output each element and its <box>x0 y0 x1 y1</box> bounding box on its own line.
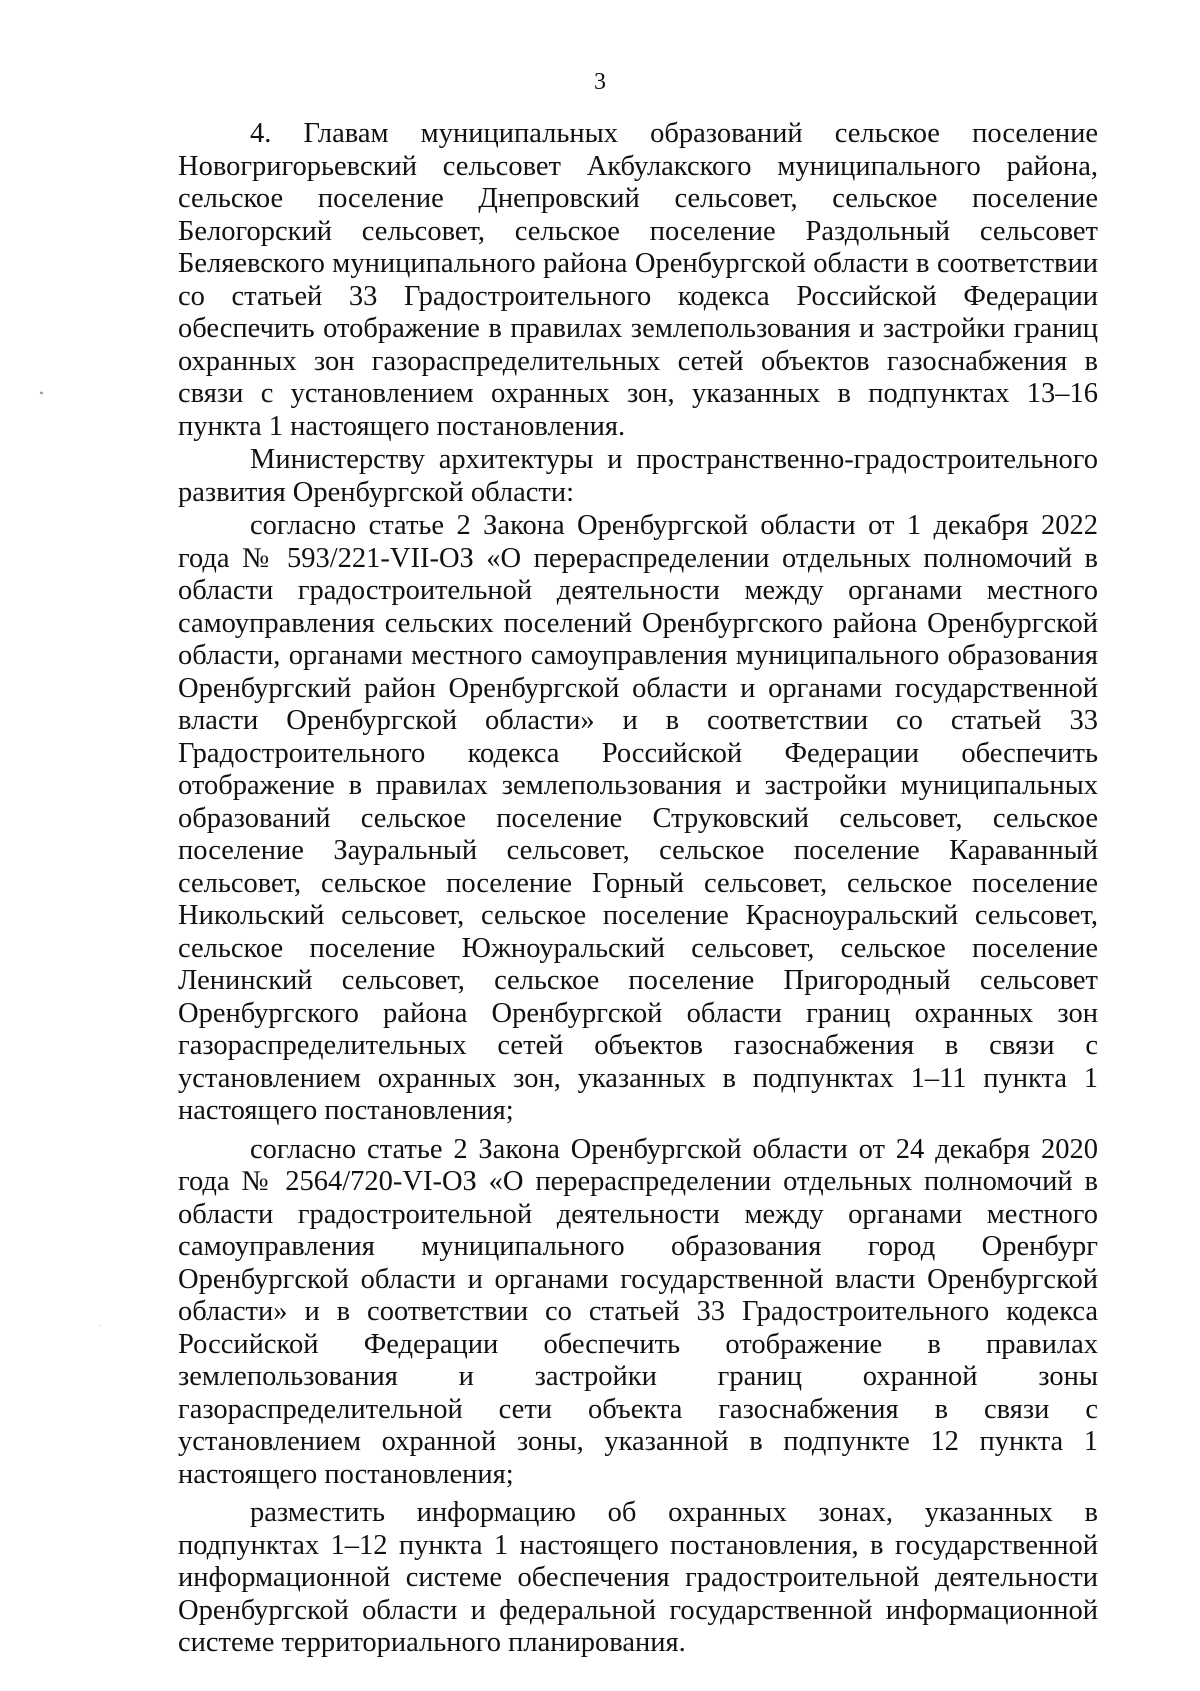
paragraph-information-systems: разместить информацию об охранных зонах, указанных в подпунктах 1–12 пункта 1 настоящего постановления, в государственной информационной системе обеспечения градостроительной деятельности Оренбургской области и федеральной государственной информационной системе территориального планирования. <box>178 1497 1098 1658</box>
scan-artifact <box>40 391 44 394</box>
scan-artifact <box>100 1325 101 1326</box>
paragraph-item-4: 4. Главам муниципальных образований сельское поселение Новогригорьевский сельсовет Акбулакского муниципального района, сельское поселение Днепровский сельсовет, сельское поселение Белогорский сельсовет, сельское поселение Раздольный сельсовет Беляевского муниципального района Оренбургской области в соответствии со статьей 33 Градостроительного кодекса Российской Федерации обеспечить отображение в правилах землепользования и застройки границ охранных зон газораспределительных сетей объектов газоснабжения в связи с установлением охранных зон, указанных в подпунктах 13–16 пункта 1 настоящего постановления. <box>178 118 1098 442</box>
paragraph-ministry-intro: Министерству архитектуры и пространственно-градостроительного развития Оренбургской области: <box>178 444 1098 508</box>
document-body <box>178 118 1098 1661</box>
paragraph-orenburg-city: согласно статье 2 Закона Оренбургской области от 24 декабря 2020 года № 2564/720-VI-ОЗ «О перераспределении отдельных полномочий в области градостроительной деятельности между органами местного самоуправления муниципального образования город Оренбург Оренбургской области и органами государственной власти Оренбургской области» и в соответствии со статьей 33 Градостроительного кодекса Российской Федерации обеспечить отображение в правилах землепользования и застройки границ охранной зоны газораспределительной сети объекта газоснабжения в связи с установлением охранной зоны, указанной в подпункте 12 пункта 1 настоящего постановления; <box>178 1133 1098 1490</box>
page-number: 3 <box>594 69 606 95</box>
paragraph-orenburg-district: согласно статье 2 Закона Оренбургской области от 1 декабря 2022 года № 593/221-VII-ОЗ «О перераспределении отдельных полномочий в области градостроительной деятельности между органами местного самоуправления сельских поселений Оренбургского района Оренбургской области, органами местного самоуправления муниципального образования Оренбургский район Оренбургской области и органами государственной власти Оренбургской области» и в соответствии со статьей 33 Градостроительного кодекса Российской Федерации обеспечить отображение в правилах землепользования и застройки муниципальных образований сельское поселение Струковский сельсовет, сельское поселение Зауральный сельсовет, сельское поселение Караванный сельсовет, сельское поселение Горный сельсовет, сельское поселение Никольский сельсовет, сельское поселение Красноуральский сельсовет, сельское поселение Южноуральский сельсовет, сельское поселение Ленинский сельсовет, сельское поселение Пригородный сельсовет Оренбургского района Оренбургской области границ охранных зон газораспределительных сетей объектов газоснабжения в связи с установлением охранных зон, указанных в подпунктах 1–11 пункта 1 настоящего постановления; <box>178 510 1098 1126</box>
